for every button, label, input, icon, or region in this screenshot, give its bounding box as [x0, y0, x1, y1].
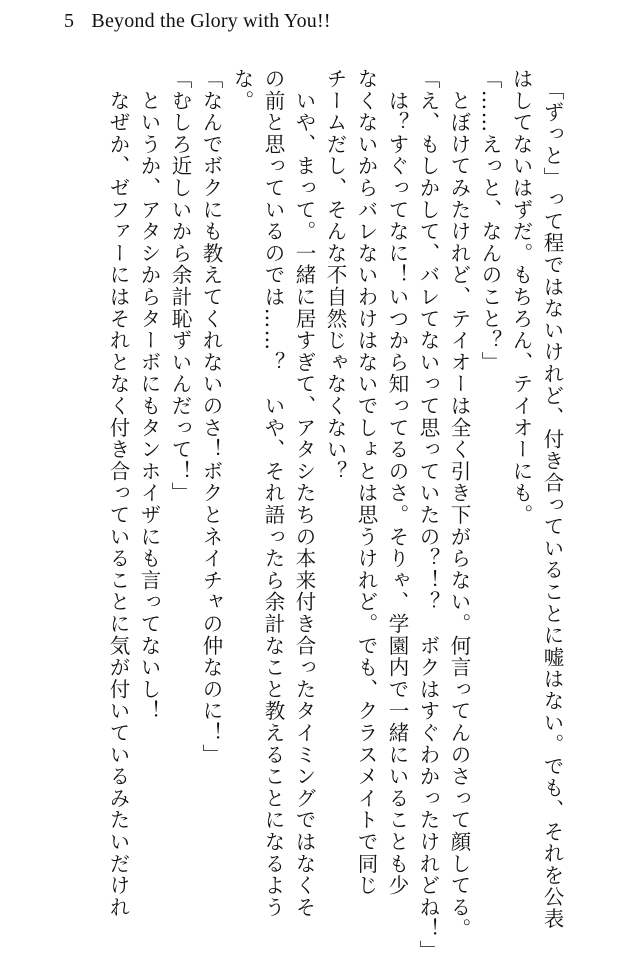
text-line: なくないからバレないわけはないでしょとは思うけれど。でも、クラスメイトで同じ [354, 68, 378, 897]
text-line: はしてないはずだ。もちろん、テイオーにも。 [509, 68, 533, 526]
text-line: 「なんでボクにも教えてくれないのさ！ボクとネイチャの仲なのに！」 [199, 68, 223, 766]
text-line: チームだし、そんな不自然じゃなくない？ [323, 68, 347, 483]
text-line: というか、アタシからターボにもタンホイザにも言ってないし！ [137, 68, 161, 722]
text-line: とぼけてみたけれど、テイオーは全く引き下がらない。何言ってんのさって顔してる。 [447, 68, 471, 940]
running-head [64, 10, 331, 33]
chapter-title: Beyond the Glory with You!! [91, 10, 331, 32]
text-line: 「え、もしかして、バレてないって思っていたの？！？ ボクはすぐわかったけれどね！」 [416, 68, 440, 962]
body-text [102, 68, 567, 962]
text-line: の前と思っているのでは……？ いや、それ語ったら余計なこと教えることになるよう [261, 68, 285, 919]
text-line: 「むしろ近しいから余計恥ずいんだって！」 [168, 68, 192, 504]
text-line: なぜか、ゼファーにはそれとなく付き合っていることに気が付いているみたいだけれ [106, 68, 130, 919]
page-number: 5 [64, 10, 75, 32]
text-line: な。 [230, 68, 254, 112]
text-line: いや、まって。一緒に居すぎて、アタシたちの本来付き合ったタイミングではなくそ [292, 68, 316, 919]
text-line: 「ずっと」って程ではないけれど、付き合っていることに嘘はない。でも、それを公表 [540, 68, 564, 930]
text-line: 「……えっと、なんのこと？」 [478, 68, 502, 374]
text-line: は？すぐってなに！いつから知ってるのさ。そりゃ、学園内で一緒にいることも少 [385, 68, 409, 897]
